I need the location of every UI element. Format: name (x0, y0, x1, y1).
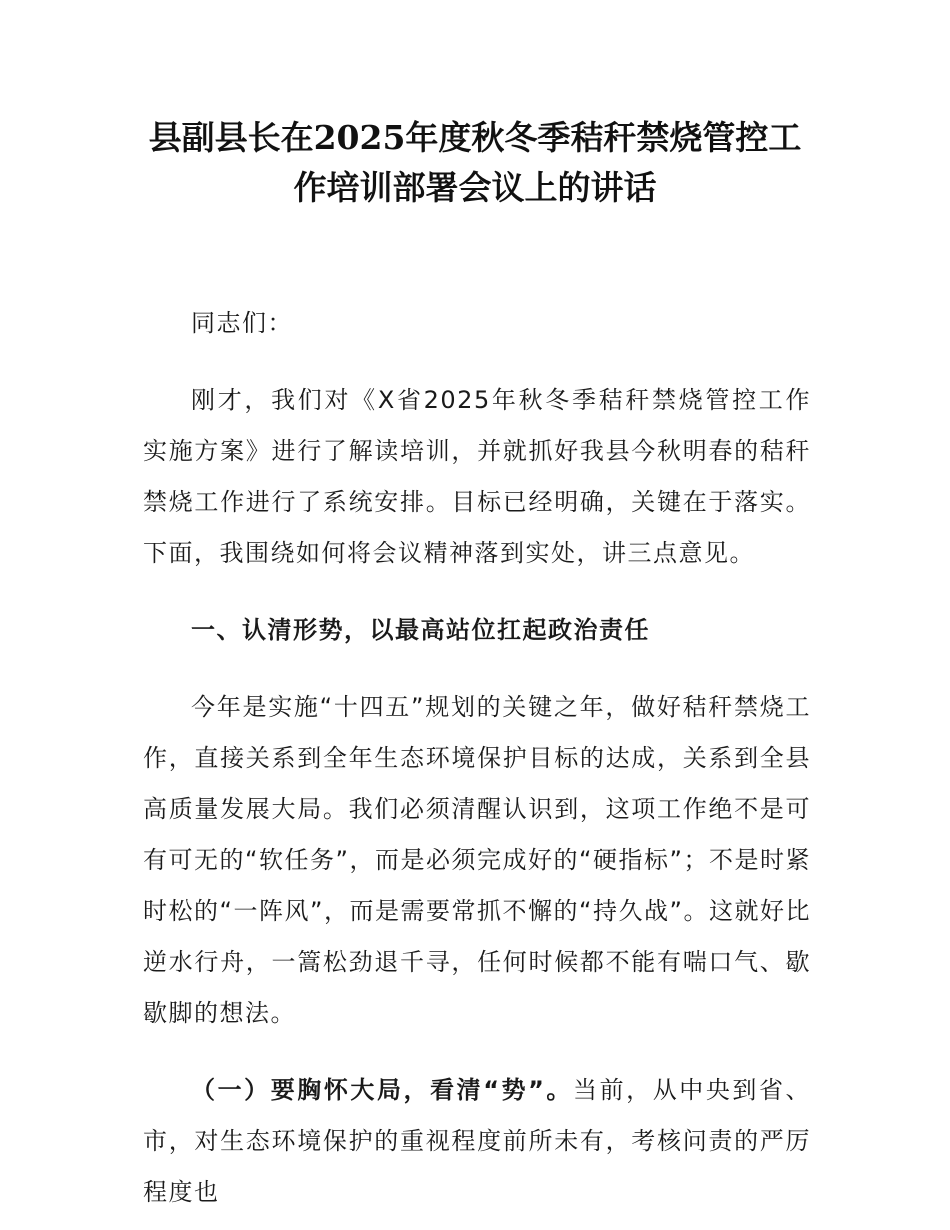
subsection-1-heading: （一）要胸怀大局，看清“势”。 (191, 1076, 573, 1104)
subsection-1-body: 当前，从中央到省、市，对生态环境保护的重视程度前所未有，考核问责的严厉程度也 (143, 1076, 812, 1206)
section-heading-1: 一、认清形势，以最高站位扛起政治责任 (191, 616, 650, 644)
document-title (130, 113, 820, 213)
document-body (143, 298, 811, 1218)
section-1-paragraph: 今年是实施“十四五”规划的关键之年，做好秸秆禁烧工作，直接关系到全年生态环境保护目标的达成，关系到全县高质量发展大局。我们必须清醒认识到，这项工作绝不是可有可无的“软任务”，而是必须完成好的“硬指标”；不是时紧时松的“一阵风”，而是需要常抓不懈的“持久战”。这就好比逆水行舟，一篙松劲退千寻，任何时候都不能有喘口气、歇歇脚的想法。 (143, 693, 811, 1027)
subsection-1-paragraph (143, 1065, 811, 1218)
intro-paragraph: 刚才，我们对《X省2025年秋冬季秸秆禁烧管控工作实施方案》进行了解读培训，并就抓好我县今秋明春的秸秆禁烧工作进行了系统安排。目标已经明确，关键在于落实。下面，我围绕如何将会议精神落到实处，讲三点意见。 (143, 386, 811, 567)
title-line-2: 作培训部署会议上的讲话 (293, 168, 657, 207)
title-line-1: 县副县长在2025年度秋冬季秸秆禁烧管控工 (148, 118, 802, 157)
salutation: 同志们： (191, 309, 293, 337)
